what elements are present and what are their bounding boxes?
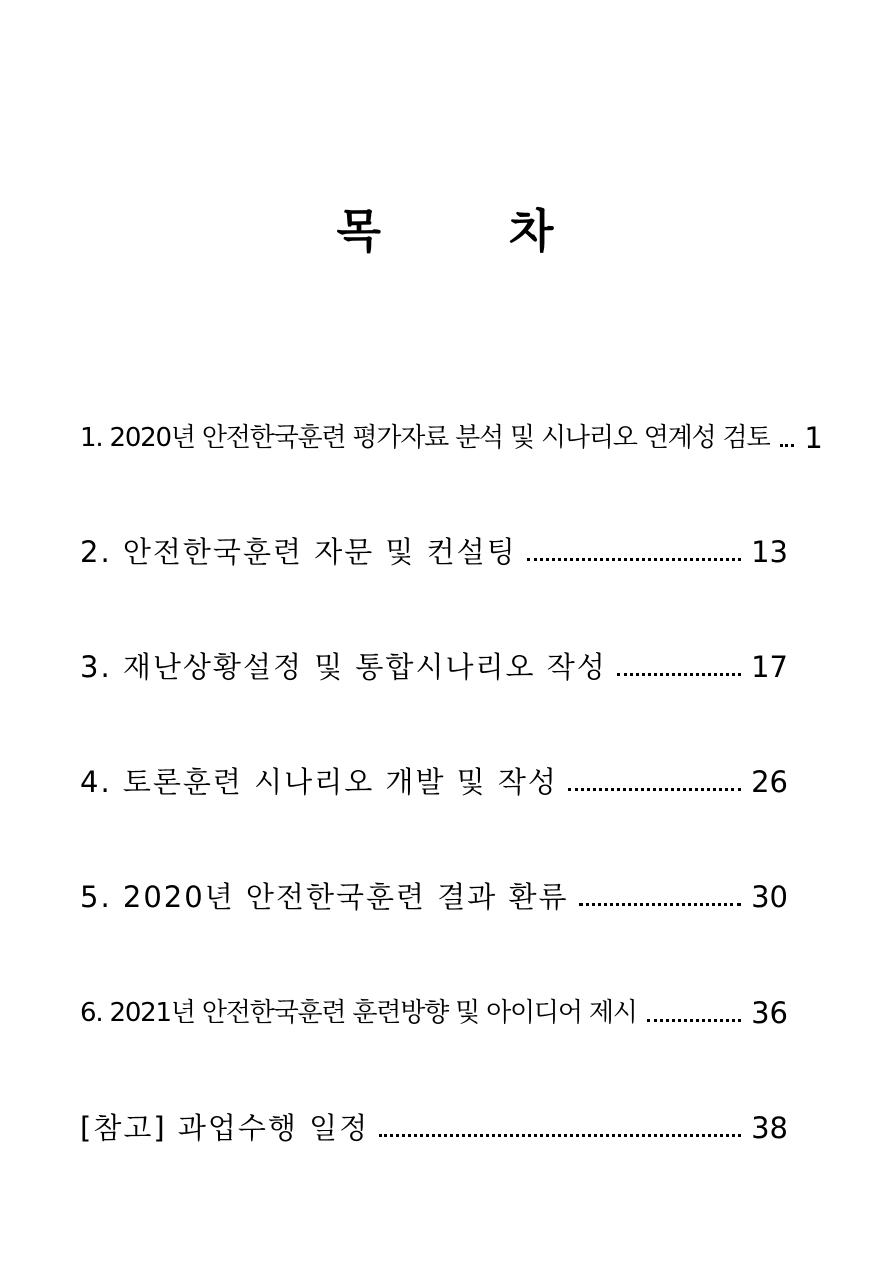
toc-entry-label: [참고] 과업수행 일정: [80, 1111, 370, 1145]
toc-entry-label: 6. 2021년 안전한국훈련 훈련방향 및 아이디어 제시: [80, 998, 637, 1028]
page-title: 목 차: [336, 204, 610, 258]
toc-entry-2[interactable]: [80, 528, 788, 572]
toc-page-number: 26: [751, 765, 788, 799]
toc-page-number: 13: [751, 535, 788, 569]
toc-entry-label: 5. 2020년 안전한국훈련 결과 환류: [80, 880, 569, 914]
toc-page-number: 17: [751, 650, 788, 684]
toc-entry-1[interactable]: [80, 414, 823, 458]
toc-dot-leader: [568, 788, 741, 791]
toc-entry-4[interactable]: [80, 758, 788, 802]
toc-entry-6[interactable]: [80, 989, 788, 1033]
toc-entry-label: 1. 2020년 안전한국훈련 평가자료 분석 및 시나리오 연계성 검토: [80, 423, 771, 453]
toc-page-number: 36: [751, 996, 788, 1030]
toc-page-number: 1: [804, 421, 823, 455]
toc-dot-leader: [579, 903, 742, 906]
toc-entry-5[interactable]: [80, 873, 788, 917]
toc-page-number: 38: [751, 1111, 788, 1145]
toc-entry-label: 2. 안전한국훈련 자문 및 컨설팅: [80, 535, 517, 569]
toc-dot-leader: [617, 673, 741, 676]
toc-page-number: 30: [751, 880, 788, 914]
toc-dot-leader: [379, 1134, 741, 1137]
toc-entry-label: 4. 토론훈련 시나리오 개발 및 작성: [80, 765, 558, 799]
toc-entry-7[interactable]: [80, 1104, 788, 1148]
toc-dot-leader: [780, 444, 794, 447]
toc-dot-leader: [527, 558, 741, 561]
toc-entry-3[interactable]: [80, 643, 788, 687]
toc-entry-label: 3. 재난상황설정 및 통합시나리오 작성: [80, 650, 607, 684]
toc-dot-leader: [647, 1019, 741, 1022]
